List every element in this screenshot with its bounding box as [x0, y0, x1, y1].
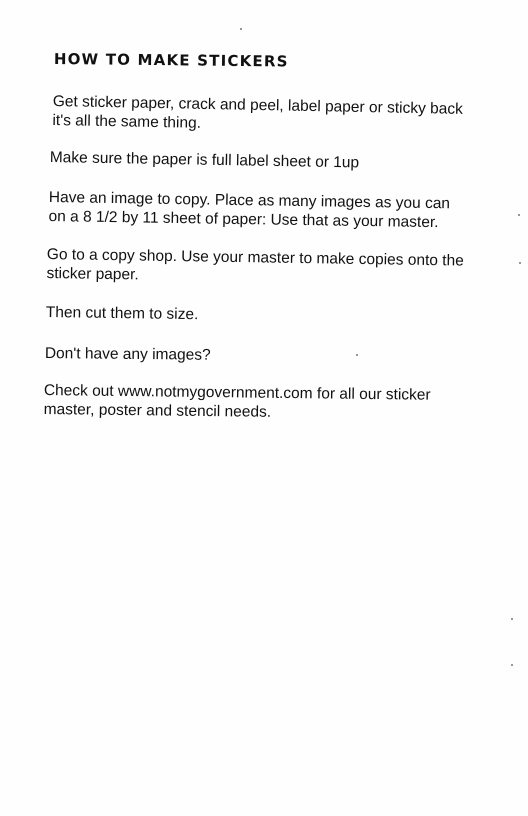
scan-speck: [240, 28, 242, 30]
page-title: HOW TO MAKE STICKERS: [53, 50, 289, 71]
scan-speck: [511, 664, 513, 666]
paragraph-full-label-sheet: [50, 148, 495, 175]
text-line: Then cut them to size.: [45, 303, 199, 324]
scan-speck: [518, 214, 520, 216]
text-line: sticker paper.: [46, 264, 139, 284]
text-line: master, poster and stencil needs.: [43, 400, 272, 421]
scan-speck: [356, 354, 358, 356]
text-line: it's all the same thing.: [52, 111, 202, 132]
paragraph-cut-to-size: [46, 303, 491, 328]
text-line: Have an image to copy. Place as many images as you can: [48, 188, 451, 213]
text-line: Get sticker paper, crack and peel, label paper or sticky back: [52, 92, 463, 118]
scan-speck: [519, 262, 521, 264]
text-line: Check out www.notmygovernment.com for all our sticker: [43, 381, 431, 404]
text-line: on a 8 1/2 by 11 sheet of paper: Use that as your master.: [48, 207, 439, 232]
paragraph-check-out-site: [44, 381, 489, 424]
paragraph-sticker-paper: [52, 92, 498, 139]
paragraph-copy-shop: [46, 245, 492, 290]
scan-speck: [511, 618, 513, 620]
text-line: Go to a copy shop. Use your master to make copies onto the: [46, 245, 464, 270]
text-line: Make sure the paper is full label sheet or 1up: [49, 148, 360, 172]
paragraph-no-images: [45, 344, 490, 368]
text-line: Don't have any images?: [44, 344, 211, 364]
paragraph-image-master: [48, 188, 494, 233]
